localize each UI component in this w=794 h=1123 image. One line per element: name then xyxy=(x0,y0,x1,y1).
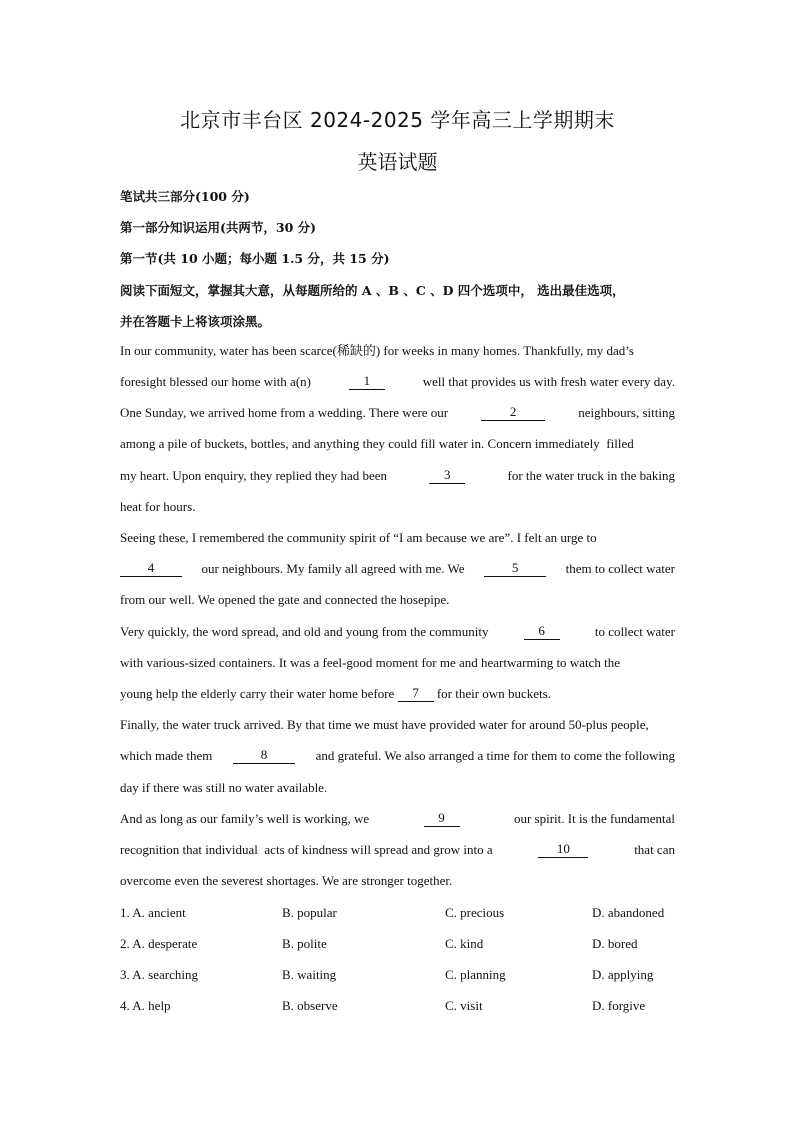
option-3b[interactable]: B. waiting xyxy=(282,967,337,982)
exam-subject: 英语试题 xyxy=(357,150,438,174)
option-2c[interactable]: C. kind xyxy=(445,936,484,951)
blank-5[interactable]: 5 xyxy=(484,561,546,577)
passage-text: our neighbours. My family all agreed with me. We xyxy=(198,561,468,576)
option-1b[interactable]: B. popular xyxy=(282,905,337,920)
passage-text: which made them xyxy=(120,748,216,763)
passage-text: foresight blessed our home with a(n) xyxy=(120,374,315,389)
passage-text: and grateful. We also arranged a time for them to come the following xyxy=(312,748,675,763)
passage-text: for the water truck in the baking xyxy=(504,468,675,483)
passage-text: day if there was still no water available. xyxy=(120,780,328,795)
section-heading-section1: 第一节(共 10 小题；每小题 1.5 分，共 15 分) xyxy=(120,251,390,266)
passage-text: recognition that individual acts of kindness will spread and grow into a xyxy=(120,842,496,857)
option-3c[interactable]: C. planning xyxy=(445,967,506,982)
instruction-line-2: 并在答题卡上将该项涂黑。 xyxy=(120,314,271,329)
passage-text: In our community, water has been scarce(稀缺的) for weeks in many homes. Thankfully, my dad’s xyxy=(120,343,634,358)
passage-line xyxy=(120,499,675,515)
passage-text: Very quickly, the word spread, and old and young from the community xyxy=(120,624,492,639)
option-1a[interactable]: 1. A. ancient xyxy=(120,905,186,920)
blank-3[interactable]: 3 xyxy=(429,468,465,484)
passage-line xyxy=(120,686,675,702)
passage-line xyxy=(120,748,675,764)
passage-text: my heart. Upon enquiry, they replied they had been xyxy=(120,468,391,483)
option-1c[interactable]: C. precious xyxy=(445,905,505,920)
blank-4[interactable]: 4 xyxy=(120,561,182,577)
passage-text: among a pile of buckets, bottles, and anything they could fill water in. Concern immediately filled xyxy=(120,436,634,451)
passage-text: that can xyxy=(630,842,675,857)
passage-text: them to collect water xyxy=(562,561,675,576)
passage-line xyxy=(120,436,675,452)
passage-text: from our well. We opened the gate and connected the hosepipe. xyxy=(120,592,450,607)
passage-text: Seeing these, I remembered the community spirit of “I am because we are”. I felt an urge to xyxy=(120,530,597,545)
option-1d[interactable]: D. abandoned xyxy=(592,905,665,920)
section-heading-part1: 第一部分知识运用(共两节，30 分) xyxy=(120,220,317,235)
passage-line xyxy=(120,374,675,390)
passage-text: for their own buckets. xyxy=(433,686,551,701)
option-2b[interactable]: B. polite xyxy=(282,936,327,951)
option-2d[interactable]: D. bored xyxy=(592,936,638,951)
passage-line xyxy=(120,842,675,858)
section-heading-total: 笔试共三部分(100 分) xyxy=(120,189,250,204)
passage-text: overcome even the severest shortages. We are stronger together. xyxy=(120,873,453,888)
passage-line xyxy=(120,530,675,546)
exam-title: 北京市丰台区 2024-2025 学年高三上学期期末 xyxy=(180,108,615,132)
passage-line xyxy=(120,343,675,359)
passage-line xyxy=(120,780,675,796)
blank-9[interactable]: 9 xyxy=(424,811,460,827)
passage-text: our spirit. It is the fundamental xyxy=(510,811,675,826)
option-2a[interactable]: 2. A. desperate xyxy=(120,936,198,951)
blank-10[interactable]: 10 xyxy=(538,842,588,858)
passage-line xyxy=(120,655,675,671)
option-4a[interactable]: 4. A. help xyxy=(120,998,171,1013)
passage-text: One Sunday, we arrived home from a wedding. There were our xyxy=(120,405,452,420)
option-4c[interactable]: C. visit xyxy=(445,998,483,1013)
blank-6[interactable]: 6 xyxy=(524,624,560,640)
passage-text: with various-sized containers. It was a feel-good moment for me and heartwarming to watch the xyxy=(120,655,620,670)
passage-line xyxy=(120,873,675,889)
passage-line xyxy=(120,811,675,827)
passage-text: heat for hours. xyxy=(120,499,196,514)
option-4d[interactable]: D. forgive xyxy=(592,998,646,1013)
blank-1[interactable]: 1 xyxy=(349,374,385,390)
instruction-line-1 xyxy=(120,281,675,299)
blank-8[interactable]: 8 xyxy=(233,748,295,764)
passage-line xyxy=(120,561,675,577)
blank-7[interactable]: 7 xyxy=(398,686,434,702)
option-3d[interactable]: D. applying xyxy=(592,967,654,982)
passage-line xyxy=(120,405,675,421)
passage-line xyxy=(120,717,675,733)
passage-line xyxy=(120,592,675,608)
passage-text: neighbours, sitting xyxy=(574,405,675,420)
passage-text: to collect water xyxy=(591,624,675,639)
passage-text: young help the elderly carry their water home before xyxy=(120,686,398,701)
passage-text: well that provides us with fresh water every day. xyxy=(419,374,675,389)
instruction-text-1: 阅读下面短文，掌握其大意，从每题所给的 A 、B 、C 、D 四个选项中， 选出最佳选项， xyxy=(120,283,625,298)
passage-text: And as long as our family’s well is working, we xyxy=(120,811,373,826)
passage-text: Finally, the water truck arrived. By that time we must have provided water for around 50-plus people, xyxy=(120,717,649,732)
passage-line xyxy=(120,624,675,640)
blank-2[interactable]: 2 xyxy=(481,405,545,421)
option-3a[interactable]: 3. A. searching xyxy=(120,967,198,982)
passage-line xyxy=(120,468,675,484)
option-4b[interactable]: B. observe xyxy=(282,998,338,1013)
